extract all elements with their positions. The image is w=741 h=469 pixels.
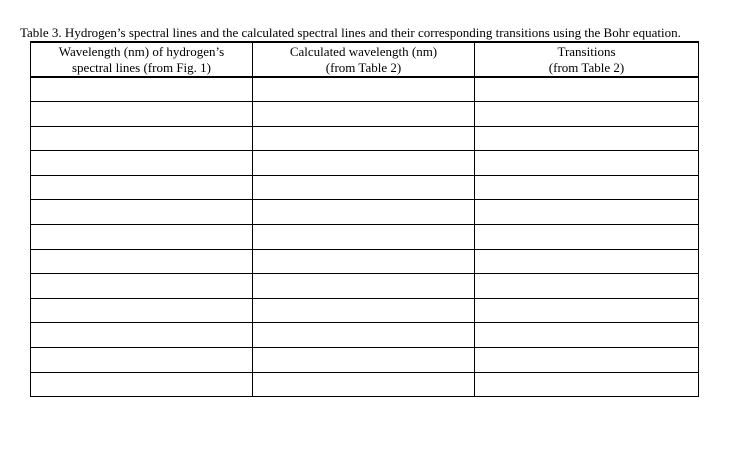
- cell-transition[interactable]: [475, 77, 699, 102]
- table-row: [31, 225, 699, 250]
- cell-transition[interactable]: [475, 372, 699, 397]
- cell-observed-wavelength[interactable]: [31, 175, 253, 200]
- cell-calculated-wavelength[interactable]: [253, 102, 475, 127]
- cell-transition[interactable]: [475, 102, 699, 127]
- header-transitions-line2: (from Table 2): [548, 60, 625, 75]
- header-observed-wavelength-line2: spectral lines (from Fig. 1): [72, 60, 211, 75]
- table-body: [31, 77, 699, 397]
- cell-transition[interactable]: [475, 298, 699, 323]
- table-row: [31, 249, 699, 274]
- table-row: [31, 348, 699, 373]
- cell-calculated-wavelength[interactable]: [253, 274, 475, 299]
- header-calculated-wavelength: [253, 42, 475, 77]
- table-row: [31, 200, 699, 225]
- cell-transition[interactable]: [475, 348, 699, 373]
- cell-observed-wavelength[interactable]: [31, 348, 253, 373]
- cell-observed-wavelength[interactable]: [31, 372, 253, 397]
- cell-calculated-wavelength[interactable]: [253, 348, 475, 373]
- table-row: [31, 126, 699, 151]
- cell-observed-wavelength[interactable]: [31, 200, 253, 225]
- table-header-row: [31, 42, 699, 77]
- table-caption: Table 3. Hydrogen’s spectral lines and the calculated spectral lines and their corresponding transitions using the Bohr equation.: [20, 25, 681, 40]
- header-calculated-wavelength-line2: (from Table 2): [325, 60, 402, 75]
- cell-calculated-wavelength[interactable]: [253, 323, 475, 348]
- cell-observed-wavelength[interactable]: [31, 274, 253, 299]
- cell-observed-wavelength[interactable]: [31, 102, 253, 127]
- cell-observed-wavelength[interactable]: [31, 225, 253, 250]
- cell-observed-wavelength[interactable]: [31, 151, 253, 176]
- table-row: [31, 151, 699, 176]
- cell-transition[interactable]: [475, 249, 699, 274]
- cell-calculated-wavelength[interactable]: [253, 298, 475, 323]
- cell-calculated-wavelength[interactable]: [253, 151, 475, 176]
- cell-observed-wavelength[interactable]: [31, 126, 253, 151]
- cell-transition[interactable]: [475, 274, 699, 299]
- table-row: [31, 102, 699, 127]
- cell-transition[interactable]: [475, 151, 699, 176]
- header-calculated-wavelength-line1: Calculated wavelength (nm): [289, 44, 438, 59]
- table-row: [31, 372, 699, 397]
- results-table-container: [30, 41, 698, 397]
- table-row: [31, 298, 699, 323]
- cell-transition[interactable]: [475, 200, 699, 225]
- cell-observed-wavelength[interactable]: [31, 249, 253, 274]
- table-row: [31, 77, 699, 102]
- cell-observed-wavelength[interactable]: [31, 77, 253, 102]
- cell-calculated-wavelength[interactable]: [253, 372, 475, 397]
- header-transitions: [475, 42, 699, 77]
- cell-calculated-wavelength[interactable]: [253, 249, 475, 274]
- cell-calculated-wavelength[interactable]: [253, 175, 475, 200]
- table-row: [31, 323, 699, 348]
- header-observed-wavelength-line1: Wavelength (nm) of hydrogen’s: [58, 44, 225, 59]
- cell-transition[interactable]: [475, 175, 699, 200]
- cell-calculated-wavelength[interactable]: [253, 225, 475, 250]
- cell-calculated-wavelength[interactable]: [253, 126, 475, 151]
- cell-transition[interactable]: [475, 323, 699, 348]
- table-row: [31, 274, 699, 299]
- cell-transition[interactable]: [475, 225, 699, 250]
- table-row: [31, 175, 699, 200]
- cell-observed-wavelength[interactable]: [31, 323, 253, 348]
- cell-calculated-wavelength[interactable]: [253, 77, 475, 102]
- cell-observed-wavelength[interactable]: [31, 298, 253, 323]
- header-observed-wavelength: [31, 42, 253, 77]
- cell-transition[interactable]: [475, 126, 699, 151]
- cell-calculated-wavelength[interactable]: [253, 200, 475, 225]
- results-table: [30, 41, 699, 397]
- header-transitions-line1: Transitions: [557, 44, 616, 59]
